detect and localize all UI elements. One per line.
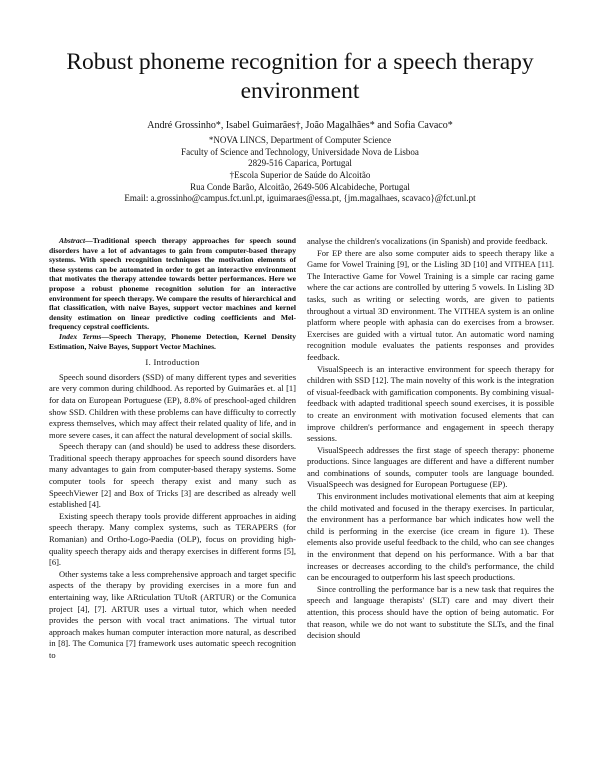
body-paragraph: VisualSpeech is an interactive environment for speech therapy for children with SSD [12]. The main novelty of this work is the integration of visual-feedback with gamification components. By combining visual-feedback with adapted traditional speech sound exercises, it is possible to create an environment with motivation focused elements that can improve children's performance and engagement in speech therapy sessions. <box>307 363 554 444</box>
index-terms-paragraph <box>49 332 296 351</box>
affiliation-line: †Escola Superior de Saúde do Alcoitão <box>229 170 371 180</box>
affiliation-line: 2829-516 Caparica, Portugal <box>248 158 352 169</box>
body-paragraph: For EP there are also some computer aids to speech therapy like a Game for Vowel Training [9], or the Lisling 3D [10] and VITHEA [11]. The Interactive Game for Vowel Training is a simple car racing game where the car actions are controlled by uttering 5 vowels. In Lisling 3D tasks, such as writing or selecting words, are given to patients throughout a virtual 3D environment. The VITHEA system is an online platform where people with aphasia can do exercises from a browser. Exercises are guided with a virtual tutor. An automatic word naming recognition module evaluates the patients responses and provides feedback. <box>307 247 554 362</box>
paper-title: Robust phoneme recognition for a speech therapy environment <box>66 49 534 104</box>
email-line: Email: a.grossinho@campus.fct.unl.pt, iguimaraes@essa.pt, {jm.magalhaes, scavaco}@fct.unl.pt <box>124 193 476 204</box>
index-terms-text: —Speech Therapy, Phoneme Detection, Kernel Density Estimation, Naive Bayes, Support Vector Machines. <box>49 331 296 351</box>
body-paragraph: Existing speech therapy tools provide different approaches in aiding speech therapy. Many complex systems, such as TERAPERS (for Romanian) and Ortho-Logo-Paedia (OLP), focus on providing high-quality speech therapy aids and therapy exercises in different forms [5], [6]. <box>49 510 296 568</box>
abstract-text: —Traditional speech therapy approaches for speech sound disorders have a lot of advantages to gain from computer-based therapy systems. With speech recognition techniques the motivation elements of these systems can be automated in order to get an interactive environment that motivates the therapy attendee towards better performances. Here we propose a robust phoneme recognition solution for an interactive environment for speech therapy. We compare the results of hierarchical and flat classification, with naive Bayes, support vector machines and kernel density estimation on linear predictive coding coefficients and Mel-frequency cepstral coefficients. <box>49 236 296 332</box>
body-paragraph: This environment includes motivational elements that aim at keeping the child motivated and focused in the therapy exercises. In particular, the environment has a performance bar which indicates how well the child is performing in the exercise (ice cream in figure 1). These elements also provide useful feedback to the child, who can see changes in the environment that depend on his performance. With a bar that increases or decreases according to the child's performance, the child can be encouraged to outperform his last speech productions. <box>307 491 554 583</box>
affiliation-line: Faculty of Science and Technology, Universidade Nova de Lisboa <box>181 146 419 157</box>
body-paragraph: Since controlling the performance bar is a new task that requires the speech and language therapists' (SLT) care and may divert their attention, this process should have the option of being automatic. For that reason, while we do not want to substitute the SLTs, and the final decision should <box>307 583 554 641</box>
body-paragraph: Speech sound disorders (SSD) of many different types and severities are very common during childhood. As reported by Guimarães et. al [1] for data on European Portuguese (EP), 8.8% of preschool-aged children show SSD. Children with these problems can have difficulty to correctly express themselves, which may affect their related quality of life, and in more severe cases, it can affect the natural development of social skills. <box>49 371 297 440</box>
affiliation-alcoitao <box>40 170 560 205</box>
abstract <box>49 236 296 351</box>
body-paragraph: analyse the children's vocalizations (in Spanish) and provide feedback. <box>307 236 548 246</box>
left-column <box>49 236 296 662</box>
section-heading-introduction: I. Introduction <box>145 357 200 368</box>
abstract-paragraph <box>49 236 296 332</box>
body-paragraph: Speech therapy can (and should) be used to address these disorders. Traditional speech therapy approaches for speech sound disorders have many advantages to gain from computer-based therapy systems. Some computer tools for speech therapy exist and many such as SpeechViewer [2] and Box of Tricks [3] are described as already well established [4]. <box>49 441 296 510</box>
affiliation-nova <box>40 135 560 170</box>
author-list: André Grossinho*, Isabel Guimarães†, João Magalhães* and Sofia Cavaco* <box>147 120 453 131</box>
affiliation-line: *NOVA LINCS, Department of Computer Science <box>208 135 392 145</box>
index-terms-label: Index Terms <box>59 331 102 341</box>
body-paragraph: Other systems take a less comprehensive approach and target specific aspects of the therapy by providing exercises in a more fun and entertaining way, like ARticulation TUtoR (ARTUR) or the Comunica project [4], [7]. ARTUR uses a virtual tutor, which when needed provides the person with vocal tract animations. The virtual tutor approach makes human computer interaction more natural, as described in [8]. The Comunica [7] framework uses automatic speech recognition to <box>49 568 296 660</box>
body-paragraph: VisualSpeech addresses the first stage of speech therapy: phoneme productions. Since languages are different and have a different number and combinations of sounds, computer tools are language bounded. VisualSpeech was designed for European Portuguese (EP). <box>307 444 554 490</box>
right-column <box>307 236 554 642</box>
affiliation-line: Rua Conde Barão, Alcoitão, 2649-506 Alcabideche, Portugal <box>190 181 410 192</box>
abstract-label: Abstract <box>59 236 86 245</box>
